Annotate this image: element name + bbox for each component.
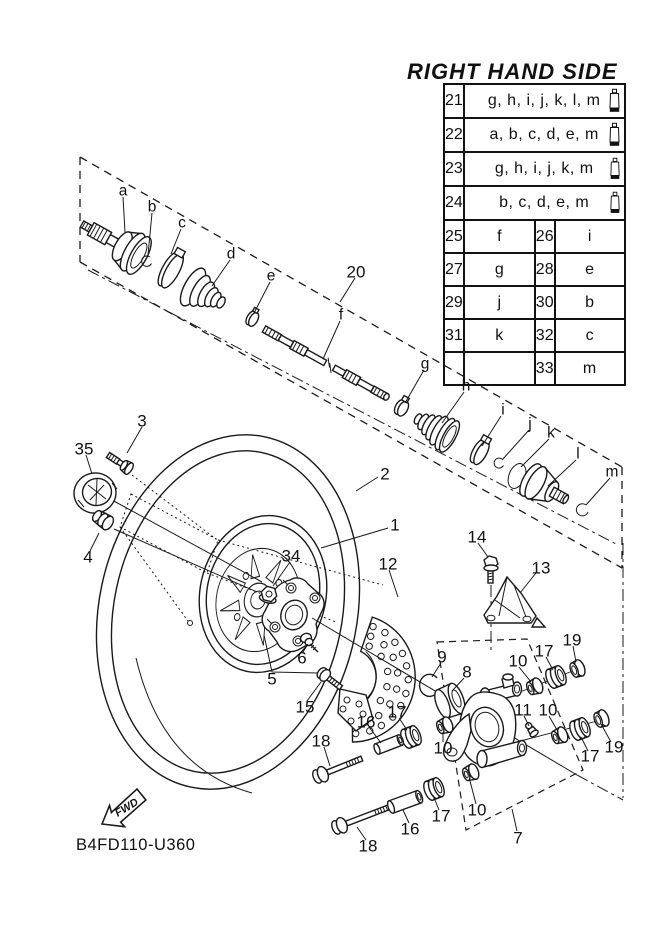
clamp-g [392,394,413,418]
table-ref-letter: f [464,220,535,253]
callout-17-lower-right: 17 [580,746,600,766]
callout-f: f [338,306,344,324]
table-ref-num: 29 [444,286,464,319]
table-ref-num: 27 [444,253,464,286]
callout-8: 8 [462,662,472,682]
callout-m: m [605,463,619,481]
table-ref-letters: g, h, i, j, k, m [464,152,625,186]
table-ref-num: 32 [535,319,555,352]
cv-boot-d [175,265,234,323]
caliper-bracket [484,577,545,627]
callout-10-mid: 10 [538,700,558,720]
table-ref-num: 33 [535,352,555,385]
grease-tube-icon [608,123,621,148]
table-ref-num: 23 [444,152,464,186]
table-ref-letter: j [464,286,535,319]
callout-10-left: 10 [433,738,453,758]
table-ref-num: 30 [535,286,555,319]
callout-14: 14 [467,527,487,547]
axle-shaft-f [261,324,391,404]
callout-17-upper-left: 17 [387,702,407,722]
table-empty-cell [464,352,535,385]
table-ref-letter: c [555,319,625,352]
table-ref-num: 24 [444,186,464,220]
callout-i: i [501,401,505,419]
callout-18-lower: 18 [358,836,378,856]
callout-6: 6 [297,648,307,668]
callout-c: c [178,214,186,232]
callout-17-upper: 17 [534,641,554,661]
callout-18-upper: 18 [311,731,331,751]
bracket-bolt [484,556,498,583]
table-ref-num: 25 [444,220,464,253]
callout-1: 1 [390,515,400,535]
wheel-bolt [104,450,135,476]
table-ref-num: 21 [444,84,464,118]
table-ref-num: 26 [535,220,555,253]
callout-10-bottom: 10 [467,800,487,820]
band-clamp-i [467,434,494,467]
callout-l: l [576,445,580,463]
clamp-e [244,306,263,328]
table-ref-letter: k [464,319,535,352]
table-ref-letters: a, b, c, d, e, m [464,118,625,152]
seal-17-lower-right [568,716,593,741]
callout-e: e [266,267,276,285]
callout-7: 7 [513,828,523,848]
table-ref-num: 28 [535,253,555,286]
table-ref-letter: g [464,253,535,286]
callout-a: a [118,182,128,200]
table-ref-letters: g, h, i, j, k, l, m [464,84,625,118]
drawing-code: B4FD110-U360 [76,836,196,854]
hub-cap-mount-leaders [112,472,383,626]
tire [65,410,392,814]
callout-11: 11 [514,700,532,720]
table-ref-num: 22 [444,118,464,152]
callout-10-upper: 10 [508,651,528,671]
seal-17-upper-right [544,664,569,689]
bushing-10-upper [525,676,545,696]
pivot-bolt-18-upper [311,751,365,785]
callout-b: b [147,198,157,216]
callout-19-lower: 19 [604,737,624,757]
grease-tube-icon [608,89,621,114]
table-ref-letter: m [555,352,625,385]
callout-g: g [420,355,430,373]
pivot-bolt-18-lower [330,798,395,836]
callout-34: 34 [281,546,301,566]
page-title: RIGHT HAND SIDE [407,59,618,84]
callout-19-upper: 19 [562,630,582,650]
callout-j: j [528,415,532,433]
grease-fitting [523,721,539,738]
callout-16-lower: 16 [400,819,420,839]
fwd-arrow [96,788,152,836]
callout-d: d [226,245,236,263]
callout-12: 12 [378,554,398,574]
table-ref-num: 31 [444,319,464,352]
grease-tube-icon [609,158,621,181]
callout-h: h [461,377,471,395]
callout-20: 20 [346,262,366,282]
hub-cap [70,469,119,517]
reference-table [443,83,626,386]
table-ref-letter: i [555,220,625,253]
fwd-arrow-label: FWD [112,796,141,820]
callout-k: k [547,424,555,442]
snap-ring-m [576,504,588,516]
callout-2: 2 [380,464,390,484]
grease-tube-icon [609,192,621,215]
table-ref-letter: b [555,286,625,319]
callout-13: 13 [531,558,551,578]
callout-16-upper: 16 [356,712,376,732]
table-ref-letter: e [555,253,625,286]
callout-9: 9 [437,647,447,667]
callout-3: 3 [137,411,147,431]
callout-15: 15 [295,697,315,717]
callout-17-lower-left: 17 [431,806,451,826]
callout-35: 35 [74,439,94,459]
nut-19-lower [592,708,611,729]
callout-5: 5 [267,669,277,689]
table-ref-letters: b, c, d, e, m [464,186,625,220]
cv-boot-h [407,402,463,454]
outer-cv-joint [72,206,156,278]
nut-19-upper [568,658,587,679]
callout-4: 4 [83,547,93,567]
pivot-sleeve-16-lower [386,790,424,814]
bushing-10-bottom [461,762,481,782]
